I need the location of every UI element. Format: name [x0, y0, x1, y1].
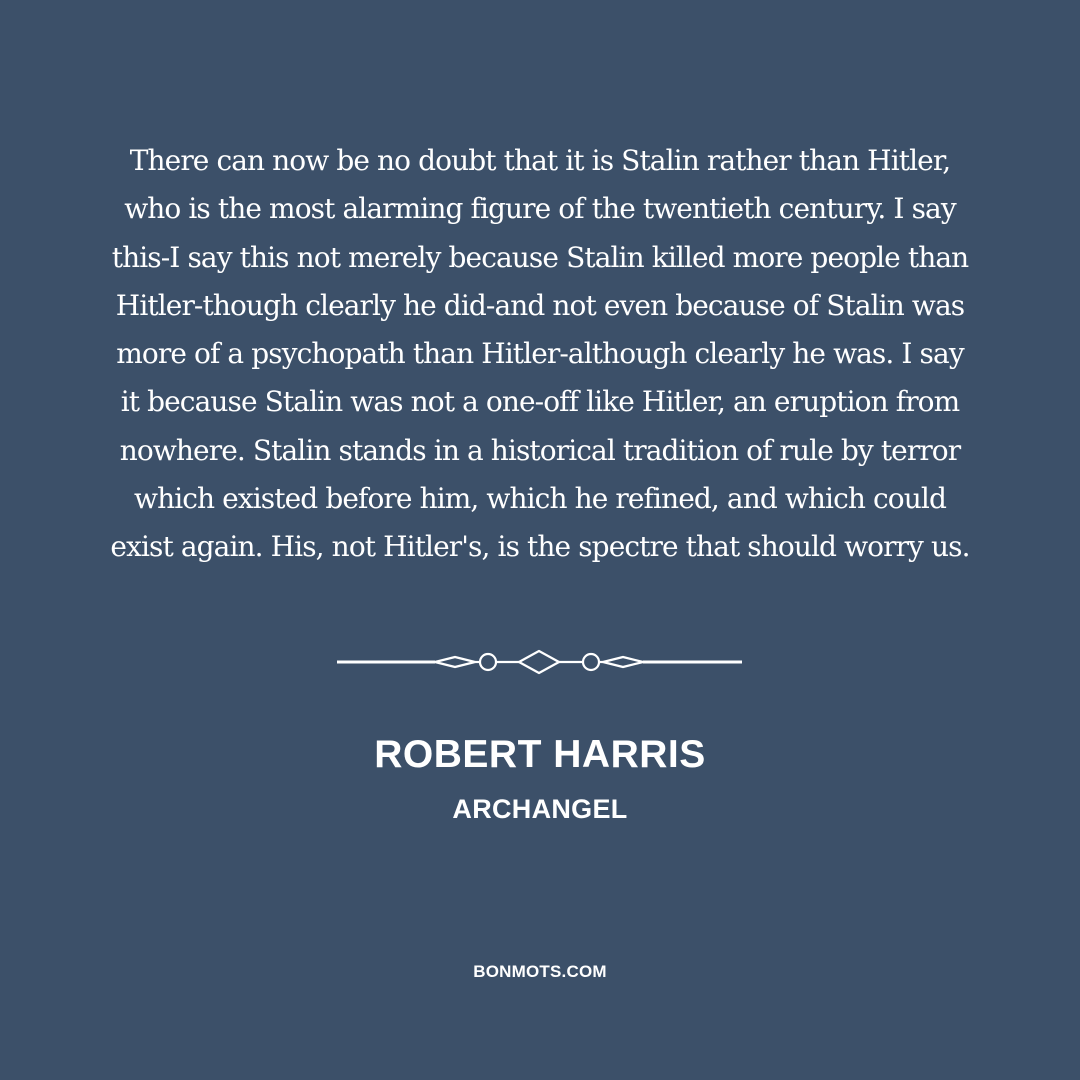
- quote-line: nowhere. Stalin stands in a historical tradition of rule by terror: [119, 433, 961, 467]
- quote-line: exist again. His, not Hitler's, is the spectre that should worry us.: [110, 530, 970, 564]
- quote-line: it because Stalin was not a one-off like Hitler, an eruption from: [120, 385, 960, 419]
- source-title: ARCHANGEL: [452, 794, 628, 824]
- quote-line: this-I say this not merely because Stalin killed more people than: [111, 240, 969, 274]
- ornamental-divider-icon: [337, 646, 742, 678]
- quote-text: [90, 137, 990, 572]
- quote-line: more of a psychopath than Hitler-although clearly he was. I say: [116, 337, 964, 371]
- author-name: ROBERT HARRIS: [374, 733, 706, 776]
- site-credit: BONMOTS.COM: [473, 962, 607, 981]
- quote-line: who is the most alarming figure of the twentieth century. I say: [124, 192, 956, 226]
- quote-line: Hitler-though clearly he did-and not even because of Stalin was: [115, 288, 965, 322]
- quote-line: There can now be no doubt that it is Stalin rather than Hitler,: [129, 144, 951, 177]
- quote-line: which existed before him, which he refined, and which could: [134, 482, 946, 516]
